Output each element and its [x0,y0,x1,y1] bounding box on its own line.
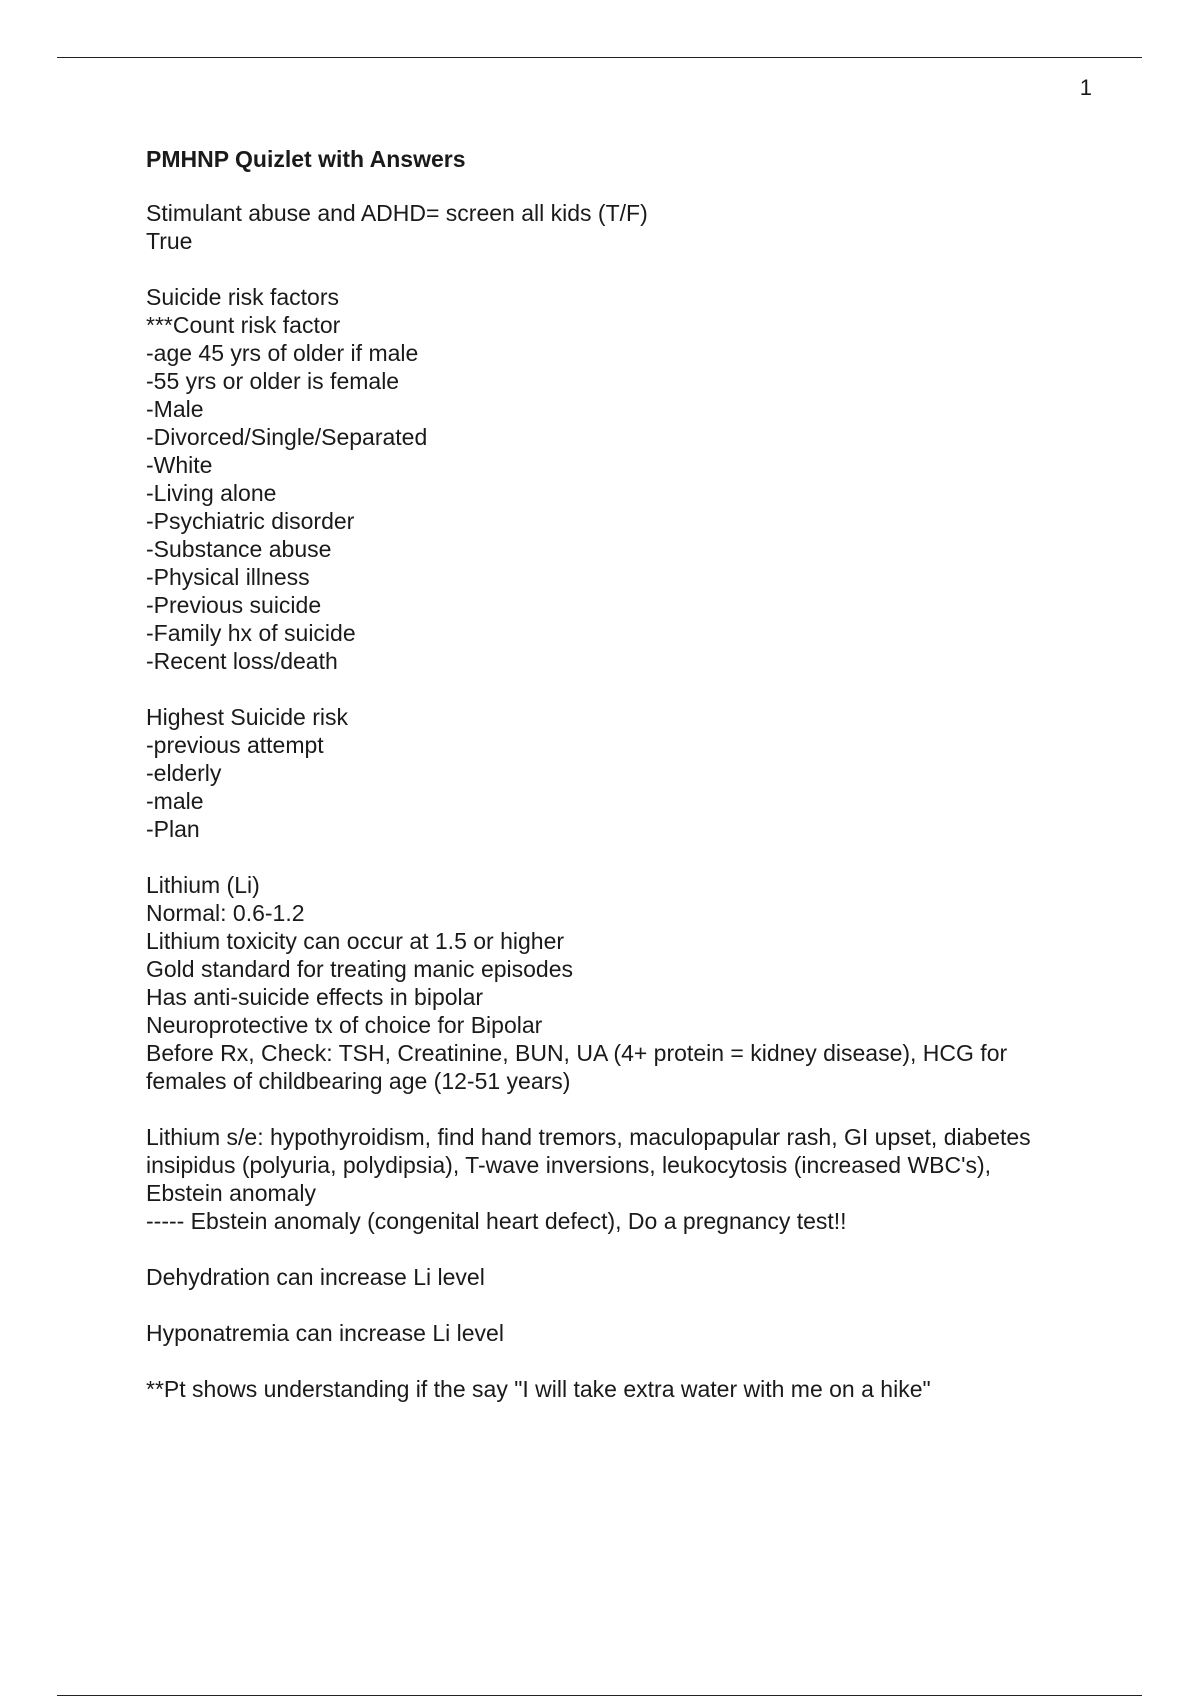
note-line: Stimulant abuse and ADHD= screen all kids (T/F) [146,200,648,226]
header-rule [57,57,1142,58]
note-section [146,871,1106,1095]
note-line: True [146,228,193,254]
note-line: Dehydration can increase Li level [146,1264,485,1290]
note-line: Neuroprotective tx of choice for Bipolar [146,1012,543,1038]
note-line: Normal: 0.6-1.2 [146,900,305,926]
note-section [146,1123,1106,1235]
note-line: -elderly [146,760,222,786]
note-line: ***Count risk factor [146,312,341,338]
note-line: Lithium toxicity can occur at 1.5 or higher [146,928,565,954]
note-section [146,199,1106,255]
note-line: females of childbearing age (12-51 years) [146,1068,571,1094]
note-line: **Pt shows understanding if the say "I will take extra water with me on a hike" [146,1376,931,1402]
note-line: Has anti-suicide effects in bipolar [146,984,484,1010]
note-line: Ebstein anomaly [146,1180,317,1206]
note-section [146,1263,1106,1291]
note-line: -Divorced/Single/Separated [146,424,428,450]
note-line: Lithium (Li) [146,872,260,898]
note-section [146,1375,1106,1403]
note-section [146,283,1106,675]
note-line: Gold standard for treating manic episodes [146,956,574,982]
note-line: -Male [146,396,204,422]
document-body [146,145,1106,1431]
note-line: -Family hx of suicide [146,620,356,646]
note-section [146,703,1106,843]
note-line: Before Rx, Check: TSH, Creatinine, BUN, UA (4+ protein = kidney disease), HCG for [146,1040,1008,1066]
footer-rule [57,1695,1142,1696]
note-line: -Previous suicide [146,592,322,618]
note-line: -age 45 yrs of older if male [146,340,419,366]
note-line: -Living alone [146,480,277,506]
document-title: PMHNP Quizlet with Answers [146,146,466,172]
note-line: -55 yrs or older is female [146,368,400,394]
note-line: -Physical illness [146,564,310,590]
note-line: ----- Ebstein anomaly (congenital heart defect), Do a pregnancy test!! [146,1208,847,1234]
note-line: Hyponatremia can increase Li level [146,1320,504,1346]
note-line: -Recent loss/death [146,648,338,674]
note-line: -male [146,788,204,814]
note-line: -previous attempt [146,732,324,758]
note-line: -Substance abuse [146,536,332,562]
sections-container [146,199,1106,1403]
note-line: Suicide risk factors [146,284,340,310]
note-line: Highest Suicide risk [146,704,348,730]
note-line: -Plan [146,816,200,842]
page-number: 1 [1079,75,1092,100]
note-line: insipidus (polyuria, polydipsia), T-wave inversions, leukocytosis (increased WBC's), [146,1152,992,1178]
note-line: -Psychiatric disorder [146,508,355,534]
note-line: -White [146,452,213,478]
note-section [146,1319,1106,1347]
note-line: Lithium s/e: hypothyroidism, find hand tremors, maculopapular rash, GI upset, diabetes [146,1124,1031,1150]
